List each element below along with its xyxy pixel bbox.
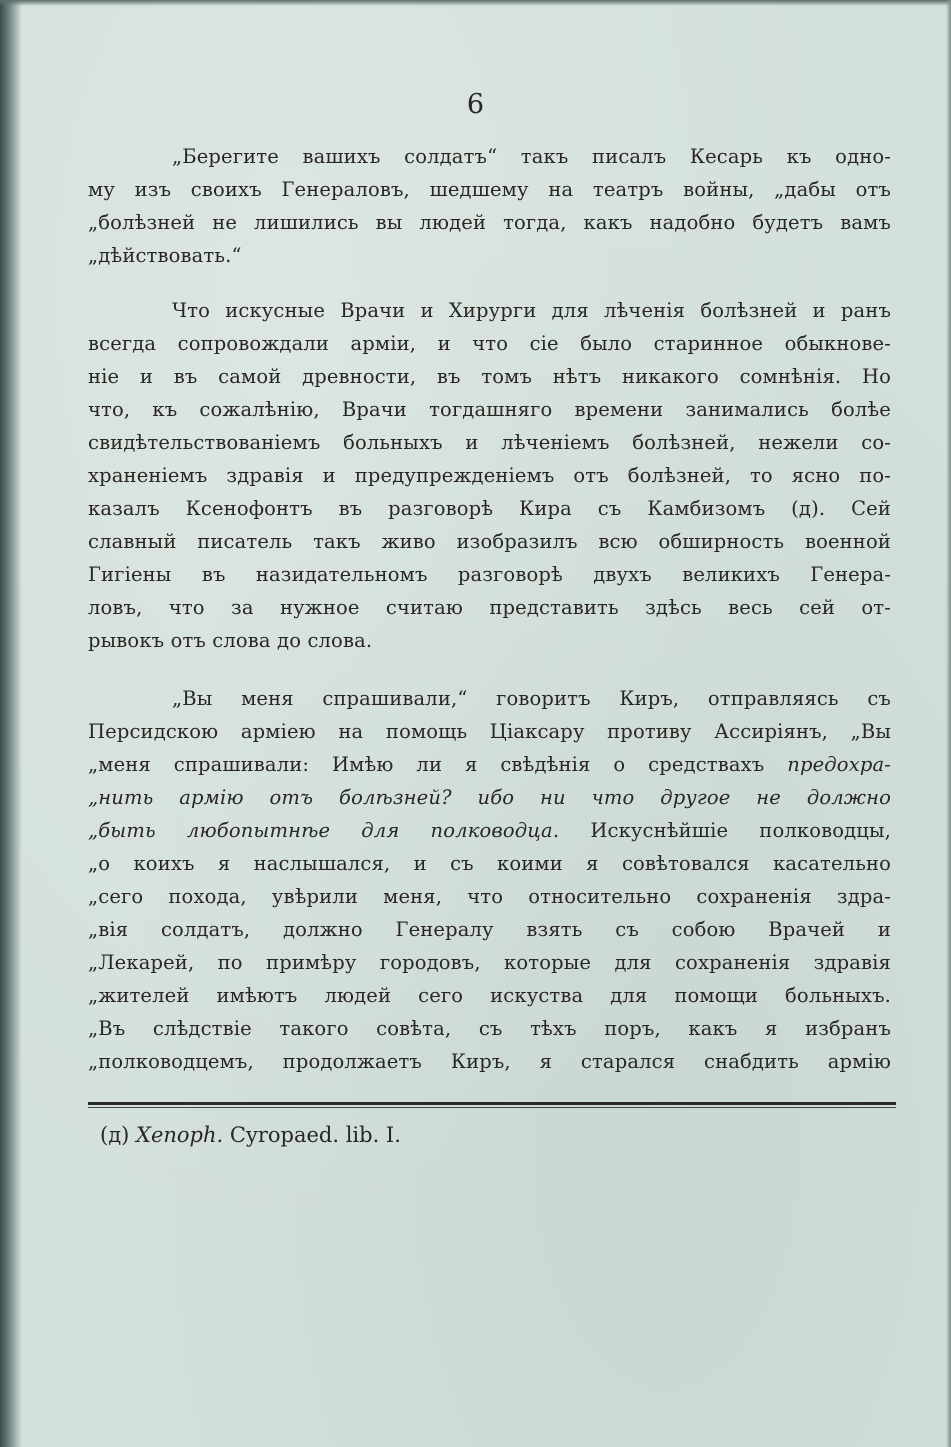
top-edge-shadow xyxy=(0,0,951,6)
paragraph-1 xyxy=(88,140,891,272)
italic-segment: „быть любопытнѣе для полководца. xyxy=(88,819,560,842)
footnote-marker: (д) xyxy=(100,1123,130,1147)
text-line: „дѣйствовать.“ xyxy=(88,244,242,267)
text-line: „жителей имѣютъ людей сего искуства для помощи больныхъ. xyxy=(88,984,891,1007)
footnote xyxy=(100,1118,401,1152)
text-line: славный писатель такъ живо изобразилъ всю обширность военной xyxy=(88,530,891,553)
text-line: „болѣзней не лишились вы людей тогда, какъ надобно будетъ вамъ xyxy=(88,211,891,234)
footnote-work: Cyropaed. lib. I. xyxy=(229,1123,401,1147)
text-line-segment: „меня спрашивали: Имѣю ли я свѣдѣнія о средствахъ xyxy=(88,753,765,776)
italic-segment: предохра- xyxy=(787,753,891,776)
text-line: Что искусные Врачи и Хирурги для лѣченія болѣзней и ранъ xyxy=(172,299,891,322)
text-line xyxy=(88,781,891,814)
text-line: что, къ сожалѣнію, Врачи тогдашняго времени занимались болѣе xyxy=(88,398,891,421)
text-line: ловъ, что за нужное считаю представить здѣсь весь сей от- xyxy=(88,596,891,619)
paragraph-3 xyxy=(88,682,891,1078)
text-line: Гигіены въ назидательномъ разговорѣ двухъ великихъ Генера- xyxy=(88,563,891,586)
footnote-rule-thin xyxy=(88,1107,896,1108)
footnote-author: Xenoph. xyxy=(136,1123,224,1147)
text-line: „Берегите вашихъ солдатъ“ такъ писалъ Кесарь къ одно- xyxy=(172,145,891,168)
text-line: „Вы меня спрашивали,“ говоритъ Киръ, отправляясь съ xyxy=(172,687,891,710)
text-line: „сего похода, увѣрили меня, что относительно сохраненія здра- xyxy=(88,885,891,908)
binding-shadow xyxy=(0,0,22,1447)
text-line-segment: Искуснѣйшіе полководцы, xyxy=(590,819,891,842)
right-edge-shadow xyxy=(946,0,951,1447)
text-line xyxy=(88,748,891,781)
text-line: свидѣтельствованіемъ больныхъ и лѣченіемъ болѣзней, нежели со- xyxy=(88,431,891,454)
text-line: „вія солдатъ, должно Генералу взять съ собою Врачей и xyxy=(88,918,891,941)
text-line: Персидскою арміею на помощь Ціаксару противу Ассиріянъ, „Вы xyxy=(88,720,891,743)
text-line: рывокъ отъ слова до слова. xyxy=(88,629,373,652)
text-line: „Лекарей, по примѣру городовъ, которые для сохраненія здравія xyxy=(88,951,891,974)
text-line: ніе и въ самой древности, въ томъ нѣтъ никакого сомнѣнія. Но xyxy=(88,365,891,388)
footnote-rule xyxy=(88,1102,896,1105)
text-line xyxy=(88,814,891,847)
paragraph-2 xyxy=(88,294,891,657)
text-line: „Въ слѣдствіе такого совѣта, съ тѣхъ поръ, какъ я избранъ xyxy=(88,1017,891,1040)
page-number: 6 xyxy=(466,89,485,120)
text-line: казалъ Ксенофонтъ въ разговорѣ Кира съ Камбизомъ (д). Сей xyxy=(88,497,891,520)
italic-segment: „нить армію отъ болѣзней? ибо ни что другое не должно xyxy=(88,786,891,809)
text-line: храненіемъ здравія и предупрежденіемъ отъ болѣзней, то ясно по- xyxy=(88,464,891,487)
text-line: „полководцемъ, продолжаетъ Киръ, я старался снабдить армію xyxy=(88,1050,891,1073)
text-line: му изъ своихъ Генераловъ, шедшему на театръ войны, „дабы отъ xyxy=(88,178,891,201)
text-line: всегда сопровождали арміи, и что сіе было старинное обыкнове- xyxy=(88,332,891,355)
text-line: „о коихъ я наслышался, и съ коими я совѣтовался касательно xyxy=(88,852,891,875)
